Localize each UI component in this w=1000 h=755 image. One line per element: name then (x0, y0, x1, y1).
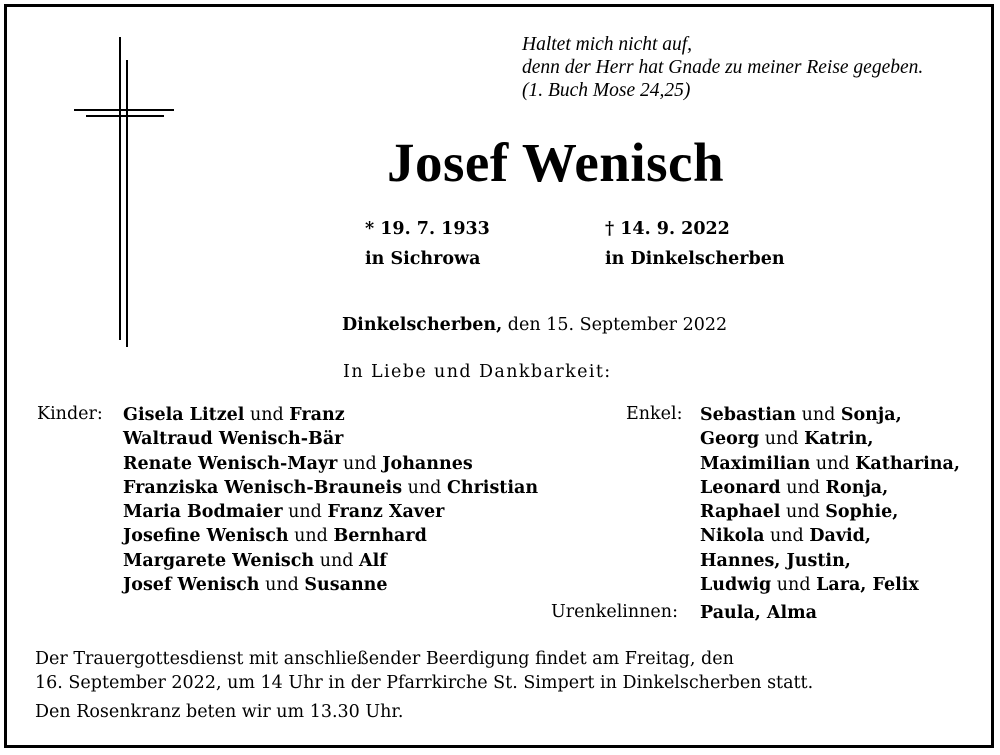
birth-date: * 19. 7. 1933 (365, 219, 490, 239)
rosary-notice: Den Rosenkranz beten wir um 13.30 Uhr. (35, 702, 404, 722)
list-item: Sebastian und Sonja, (700, 405, 902, 425)
cross-icon-bar (74, 109, 174, 111)
cross-icon-line (126, 60, 128, 347)
death-place: in Dinkelscherben (605, 249, 785, 269)
service-line: Der Trauergottesdienst mit anschließender Beerdigung findet am Freitag, den (35, 649, 734, 669)
list-item: Leonard und Ronja, (700, 477, 889, 498)
urenkelinnen-list (700, 601, 817, 625)
list-item: Waltraud Wenisch-Bär (123, 429, 344, 450)
list-item: Nikola und David, (700, 526, 871, 547)
bible-verse (522, 33, 923, 102)
list-item: Maximilian und Katharina, (700, 453, 960, 474)
birth-info (365, 214, 490, 274)
verse-source: (1. Buch Mose 24,25) (522, 80, 691, 101)
dedication: In Liebe und Dankbarkeit: (343, 362, 612, 382)
enkel-label: Enkel: (626, 404, 683, 424)
cross-icon (119, 37, 121, 340)
verse-line: denn der Herr hat Gnade zu meiner Reise gegeben. (522, 57, 924, 78)
death-date: † 14. 9. 2022 (605, 219, 730, 239)
verse-line: Haltet mich nicht auf, (522, 34, 693, 55)
kinder-list (123, 403, 538, 597)
place-and-date (342, 315, 727, 335)
list-item: Paula, Alma (700, 603, 818, 623)
date: den 15. September 2022 (502, 315, 728, 335)
list-item: Georg und Katrin, (700, 429, 874, 450)
place: Dinkelscherben, (342, 315, 503, 335)
deceased-name: Josef Wenisch (387, 132, 725, 193)
list-item: Josefine Wenisch und Bernhard (123, 526, 427, 547)
list-item: Raphael und Sophie, (700, 502, 899, 523)
list-item: Maria Bodmaier und Franz Xaver (123, 502, 445, 523)
service-notice (35, 647, 813, 695)
list-item: Josef Wenisch und Susanne (123, 575, 388, 596)
enkel-list (700, 403, 960, 597)
kinder-label: Kinder: (37, 404, 103, 424)
service-line: 16. September 2022, um 14 Uhr in der Pfarrkirche St. Simpert in Dinkelscherben statt. (35, 673, 814, 693)
list-item: Hannes, Justin, (700, 550, 851, 571)
cross-icon-bar-inner (86, 115, 164, 117)
birth-place: in Sichrowa (365, 249, 481, 269)
list-item: Ludwig und Lara, Felix (700, 575, 919, 596)
urenkelinnen-label: Urenkelinnen: (551, 602, 678, 622)
list-item: Margarete Wenisch und Alf (123, 550, 387, 571)
list-item: Franziska Wenisch-Brauneis und Christian (123, 477, 539, 498)
death-info (605, 214, 785, 274)
list-item: Gisela Litzel und Franz (123, 405, 345, 425)
list-item: Renate Wenisch-Mayr und Johannes (123, 453, 473, 474)
